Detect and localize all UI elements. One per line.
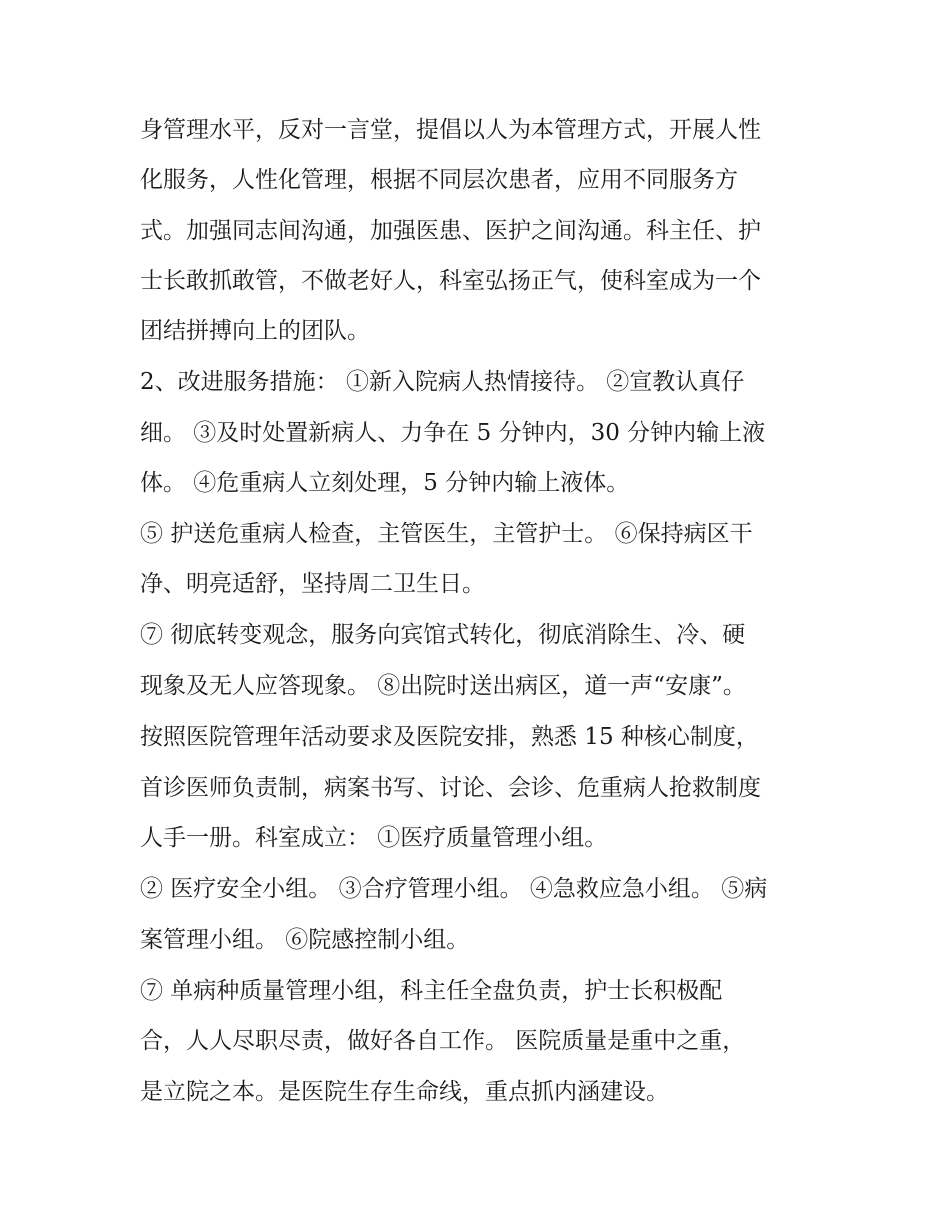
text-line: 首诊医师负责制，病案书写、讨论、会诊、危重病人抢救制度 xyxy=(140,775,761,801)
text-line: 净、明亮适舒，坚持周二卫生日。 xyxy=(140,571,485,597)
text-line: ⑦ 彻底转变观念，服务向宾馆式转化，彻底消除生、冷、硬 xyxy=(140,622,746,648)
text-line: 式。加强同志间沟通，加强医患、医护之间沟通。科主任、护 xyxy=(140,218,761,244)
text-line: 团结拼搏向上的团队。 xyxy=(140,318,370,344)
text-line: 合，人人尽职尽责，做好各自工作。 医院质量是重中之重， xyxy=(140,1028,746,1054)
text-line: ② 医疗安全小组。 ③合疗管理小组。 ④急救应急小组。 ⑤病 xyxy=(140,876,768,902)
text-line: ⑤ 护送危重病人检查，主管医生，主管护士。 ⑥保持病区干 xyxy=(140,521,753,547)
text-line: 2、改进服务措施： ①新入院病人热情接待。 ②宣教认真仔 xyxy=(140,369,745,395)
text-line: 身管理水平，反对一言堂，提倡以人为本管理方式，开展人性 xyxy=(140,117,761,143)
text-line: ⑦ 单病种质量管理小组，科主任全盘负责，护士长积极配 xyxy=(140,978,723,1004)
text-line: 现象及无人应答现象。 ⑧出院时送出病区，道一声“安康”。 xyxy=(140,673,746,699)
text-line: 人手一册。科室成立： ①医疗质量管理小组。 xyxy=(140,825,608,851)
text-line: 细。 ③及时处置新病人、力争在 5 分钟内，30 分钟内输上液 xyxy=(140,420,766,446)
text-line: 士长敢抓敢管，不做老好人，科室弘扬正气，使科室成为一个 xyxy=(140,268,761,294)
text-line: 化服务，人性化管理，根据不同层次患者，应用不同服务方 xyxy=(140,167,738,193)
text-line: 案管理小组。 ⑥院感控制小组。 xyxy=(140,927,470,953)
text-line: 按照医院管理年活动要求及医院安排，熟悉 15 种核心制度， xyxy=(140,724,759,750)
text-line: 是立院之本。是医院生存生命线，重点抓内涵建设。 xyxy=(140,1079,669,1105)
text-line: 体。 ④危重病人立刻处理，5 分钟内输上液体。 xyxy=(140,470,630,496)
